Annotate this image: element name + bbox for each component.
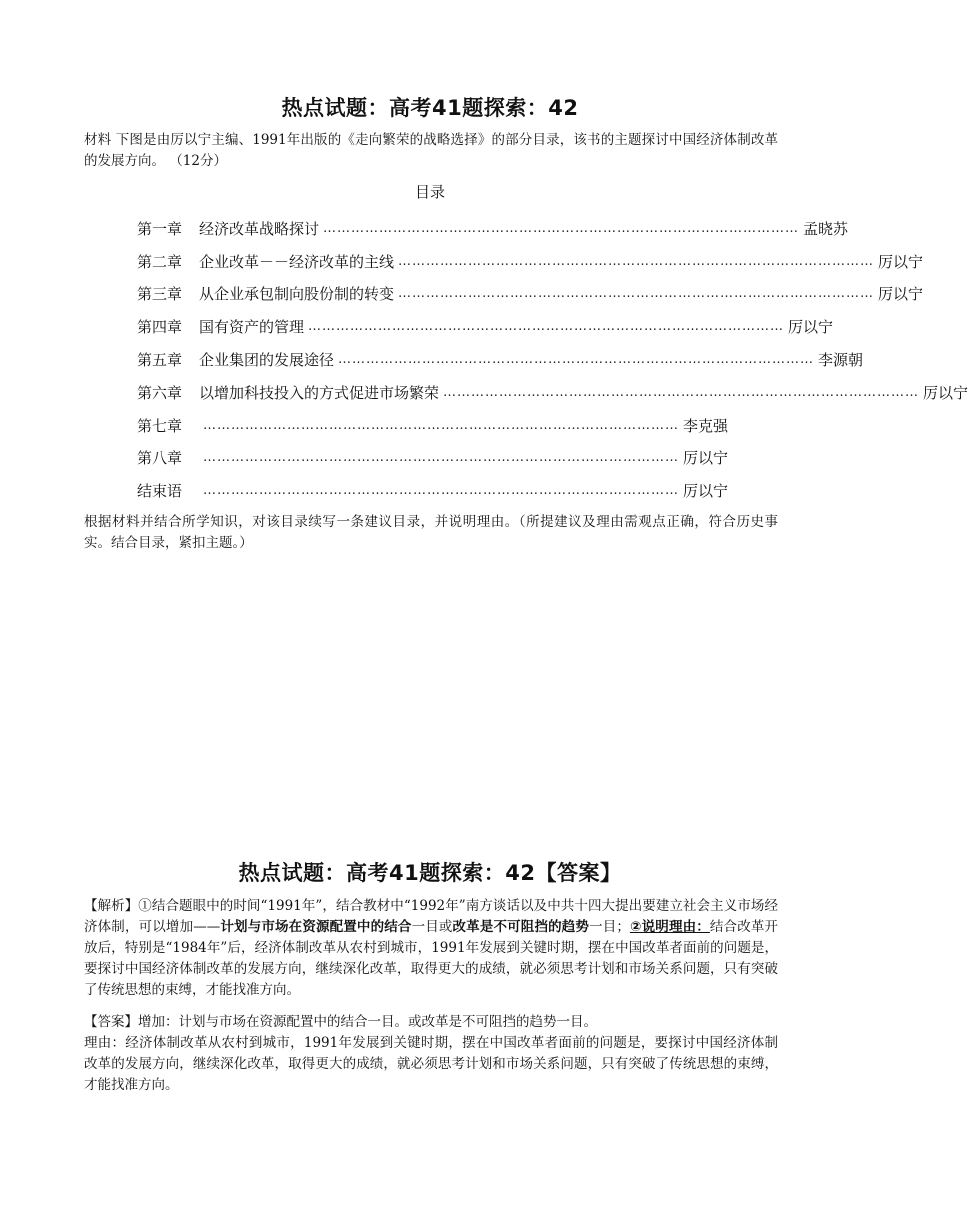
toc-author: 厉以宁 <box>878 285 924 304</box>
toc-chapter-title: 以增加科技投入的方式促进市场繁荣 <box>199 383 440 402</box>
question-prompt: 根据材料并结合所学知识，对该目录续写一条建议目录，并说明理由。（所提建议及理由需观点正确，符合历史事实。结合目录，紧扣主题。） <box>84 514 778 551</box>
analysis-bold-1: 计划与市场在资源配置中的结合 <box>220 919 412 935</box>
question-title: 热点试题：高考41题探索：42 <box>281 96 579 120</box>
toc-row <box>137 442 727 475</box>
toc-leader: ………………………………………………………………………………………… <box>203 483 679 499</box>
toc-row <box>137 409 727 442</box>
toc-author: 厉以宁 <box>878 252 924 271</box>
analysis-text-1: 【解析】①结合题眼中的时间“1991年”，结合教材中“1992年”南方谈话以及中共十四大提出要建立社会主义市场经济体制，可以增加—— <box>84 898 778 935</box>
toc-chapter: 第八章 <box>137 449 183 468</box>
toc-author: 厉以宁 <box>788 318 834 337</box>
toc-leader: ………………………………………………………………………………………… <box>308 319 785 335</box>
toc-chapter: 第二章 <box>137 252 183 271</box>
analysis-paragraph <box>84 896 778 1001</box>
toc-author: 孟晓苏 <box>803 219 849 238</box>
toc-leader: ………………………………………………………………………………………… <box>398 286 875 302</box>
toc-row <box>137 376 969 409</box>
analysis-text-3: 一目； <box>589 919 630 935</box>
toc-leader: ………………………………………………………………………………………… <box>338 352 815 368</box>
toc-chapter: 结束语 <box>137 482 183 501</box>
toc-row <box>137 474 727 507</box>
material-paragraph: 材料 下图是由厉以宁主编、1991年出版的《走向繁荣的战略选择》的部分目录，该书的主题探讨中国经济体制改革的发展方向。 （12分） <box>84 132 778 169</box>
toc-chapter: 第七章 <box>137 416 183 435</box>
toc-chapter-title: 国有资产的管理 <box>199 318 305 337</box>
toc-chapter-title: 企业改革－－经济改革的主线 <box>199 252 395 271</box>
toc-chapter: 第一章 <box>137 219 183 238</box>
analysis-text-2: 一目或 <box>411 919 453 935</box>
analysis-text-4: 结合改革开放后，特别是“1984年”后，经济体制改革从农村到城市，1991年发展到关键时期，摆在中国改革者面前的问题是，要探讨中国经济体制改革的发展方向，继续深化改革，取得更大的成绩，就必须思考计划和市场关系问题，只有突破了传统思想的束缚，才能找准方向。 <box>84 919 779 998</box>
toc-leader: ………………………………………………………………………………………… <box>203 417 679 433</box>
toc-leader: ………………………………………………………………………………………… <box>323 220 800 236</box>
toc-chapter-title: 从企业承包制向股份制的转变 <box>199 285 395 304</box>
toc-chapter: 第三章 <box>137 285 183 304</box>
toc-author: 李克强 <box>683 416 729 435</box>
reason-paragraph: 理由：经济体制改革从农村到城市，1991年发展到关键时期，摆在中国改革者面前的问题是，要探讨中国经济体制改革的发展方向，继续深化改革，取得更大的成绩，就必须思考计划和市场关系问题，只有突破了传统思想的束缚，才能找准方向。 <box>84 1035 778 1093</box>
toc-author: 厉以宁 <box>923 383 969 402</box>
toc-chapter-title: 企业集团的发展途径 <box>199 351 335 370</box>
toc-author: 李源朝 <box>818 351 864 370</box>
toc-row <box>137 343 864 376</box>
analysis-bold-2: 改革是不可阻挡的趋势 <box>452 919 590 935</box>
answer-title: 热点试题：高考41题探索：42【答案】 <box>238 861 622 885</box>
toc-leader: ………………………………………………………………………………………… <box>203 450 679 466</box>
toc-chapter: 第四章 <box>137 318 183 337</box>
toc-row <box>137 278 924 311</box>
toc-list <box>137 212 969 507</box>
toc-author: 厉以宁 <box>683 482 729 501</box>
answer-line: 【答案】增加：计划与市场在资源配置中的结合一目。或改革是不可阻挡的趋势一目。 <box>84 1014 597 1030</box>
toc-heading: 目录 <box>414 183 445 201</box>
toc-row <box>137 310 834 343</box>
toc-leader: ………………………………………………………………………………………… <box>443 384 920 400</box>
toc-author: 厉以宁 <box>683 449 729 468</box>
analysis-bold-3: ②说明理由： <box>629 919 710 935</box>
toc-chapter: 第六章 <box>137 383 183 402</box>
toc-chapter-title: 经济改革战略探讨 <box>199 219 320 238</box>
toc-leader: ………………………………………………………………………………………… <box>398 253 875 269</box>
toc-row <box>137 212 849 245</box>
toc-row <box>137 245 924 278</box>
toc-chapter: 第五章 <box>137 351 183 370</box>
